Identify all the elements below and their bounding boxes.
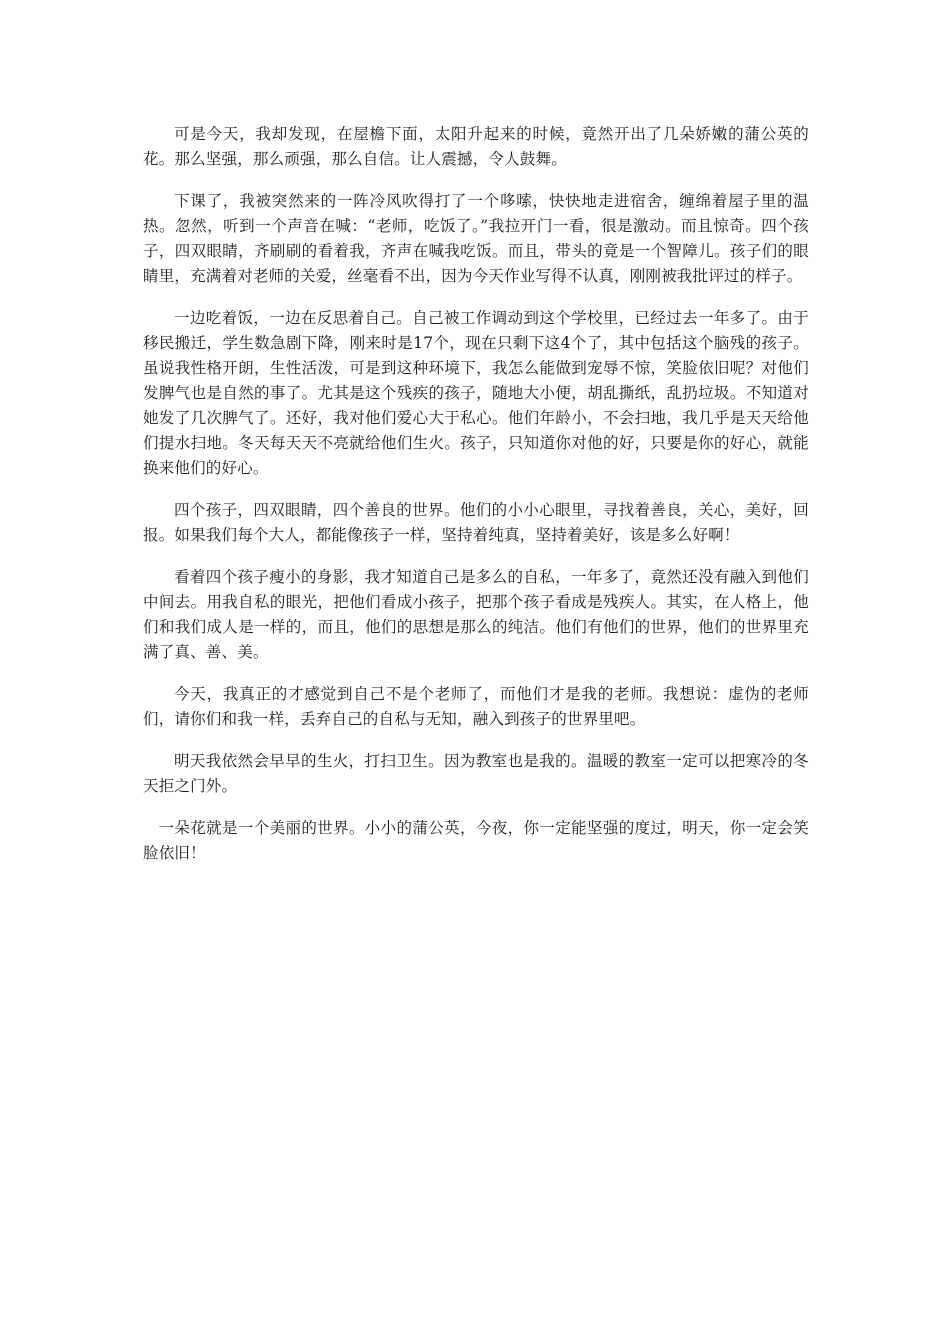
paragraph-6: 今天，我真正的才感觉到自己不是个老师了，而他们才是我的老师。我想说：虚伪的老师们，请你们和我一样，丢弃自己的自私与无知，融入到孩子的世界里吧。 xyxy=(143,685,809,728)
paragraph-1: 可是今天，我却发现，在屋檐下面，太阳升起来的时候，竟然开出了几朵娇嫩的蒲公英的花。那么坚强，那么顽强，那么自信。让人震撼，令人鼓舞。 xyxy=(143,125,809,168)
paragraph-3: 一边吃着饭，一边在反思着自己。自己被工作调动到这个学校里，已经过去一年多了。由于移民搬迁，学生数急剧下降，刚来时是17个，现在只剩下这4个了，其中包括这个脑残的孩子。虽说我性格开朗，生性活泼，可是到这种环境下，我怎么能做到宠辱不惊，笑脸依旧呢？对他们发脾气也是自然的事了。尤其是这个残疾的孩子，随地大小便，胡乱撕纸，乱扔垃圾。不知道对她发了几次脾气了。还好，我对他们爱心大于私心。他们年龄小，不会扫地，我几乎是天天给他们提水扫地。冬天每天天不亮就给他们生火。孩子，只知道你对他的好，只要是你的好心，就能换来他们的好心。 xyxy=(143,309,809,477)
paragraph-7: 明天我依然会早早的生火，打扫卫生。因为教室也是我的。温暖的教室一定可以把寒冷的冬天拒之门外。 xyxy=(143,752,809,795)
paragraph-2: 下课了，我被突然来的一阵冷风吹得打了一个哆嗦，快快地走进宿舍，缠绵着屋子里的温热。忽然，听到一个声音在喊：“老师，吃饭了。”我拉开门一看，很是激动。而且惊奇。四个孩子，四双眼睛，齐刷刷的看着我，齐声在喊我吃饭。而且，带头的竟是一个智障儿。孩子们的眼睛里，充满着对老师的关爱，丝毫看不出，因为今天作业写得不认真，刚刚被我批评过的样子。 xyxy=(143,192,809,285)
paragraph-4: 四个孩子，四双眼睛，四个善良的世界。他们的小小心眼里，寻找着善良，关心，美好，回报。如果我们每个大人，都能像孩子一样，坚持着纯真，坚持着美好，该是多么好啊！ xyxy=(143,501,809,544)
paragraph-8: 一朵花就是一个美丽的世界。小小的蒲公英，今夜，你一定能坚强的度过，明天，你一定会笑脸依旧！ xyxy=(143,819,809,862)
document-body xyxy=(143,122,809,883)
paragraph-5: 看着四个孩子瘦小的身影，我才知道自己是多么的自私，一年多了，竟然还没有融入到他们中间去。用我自私的眼光，把他们看成小孩子，把那个孩子看成是残疾人。其实，在人格上，他们和我们成人是一样的，而且，他们的思想是那么的纯洁。他们有他们的世界，他们的世界里充满了真、善、美。 xyxy=(143,568,809,661)
